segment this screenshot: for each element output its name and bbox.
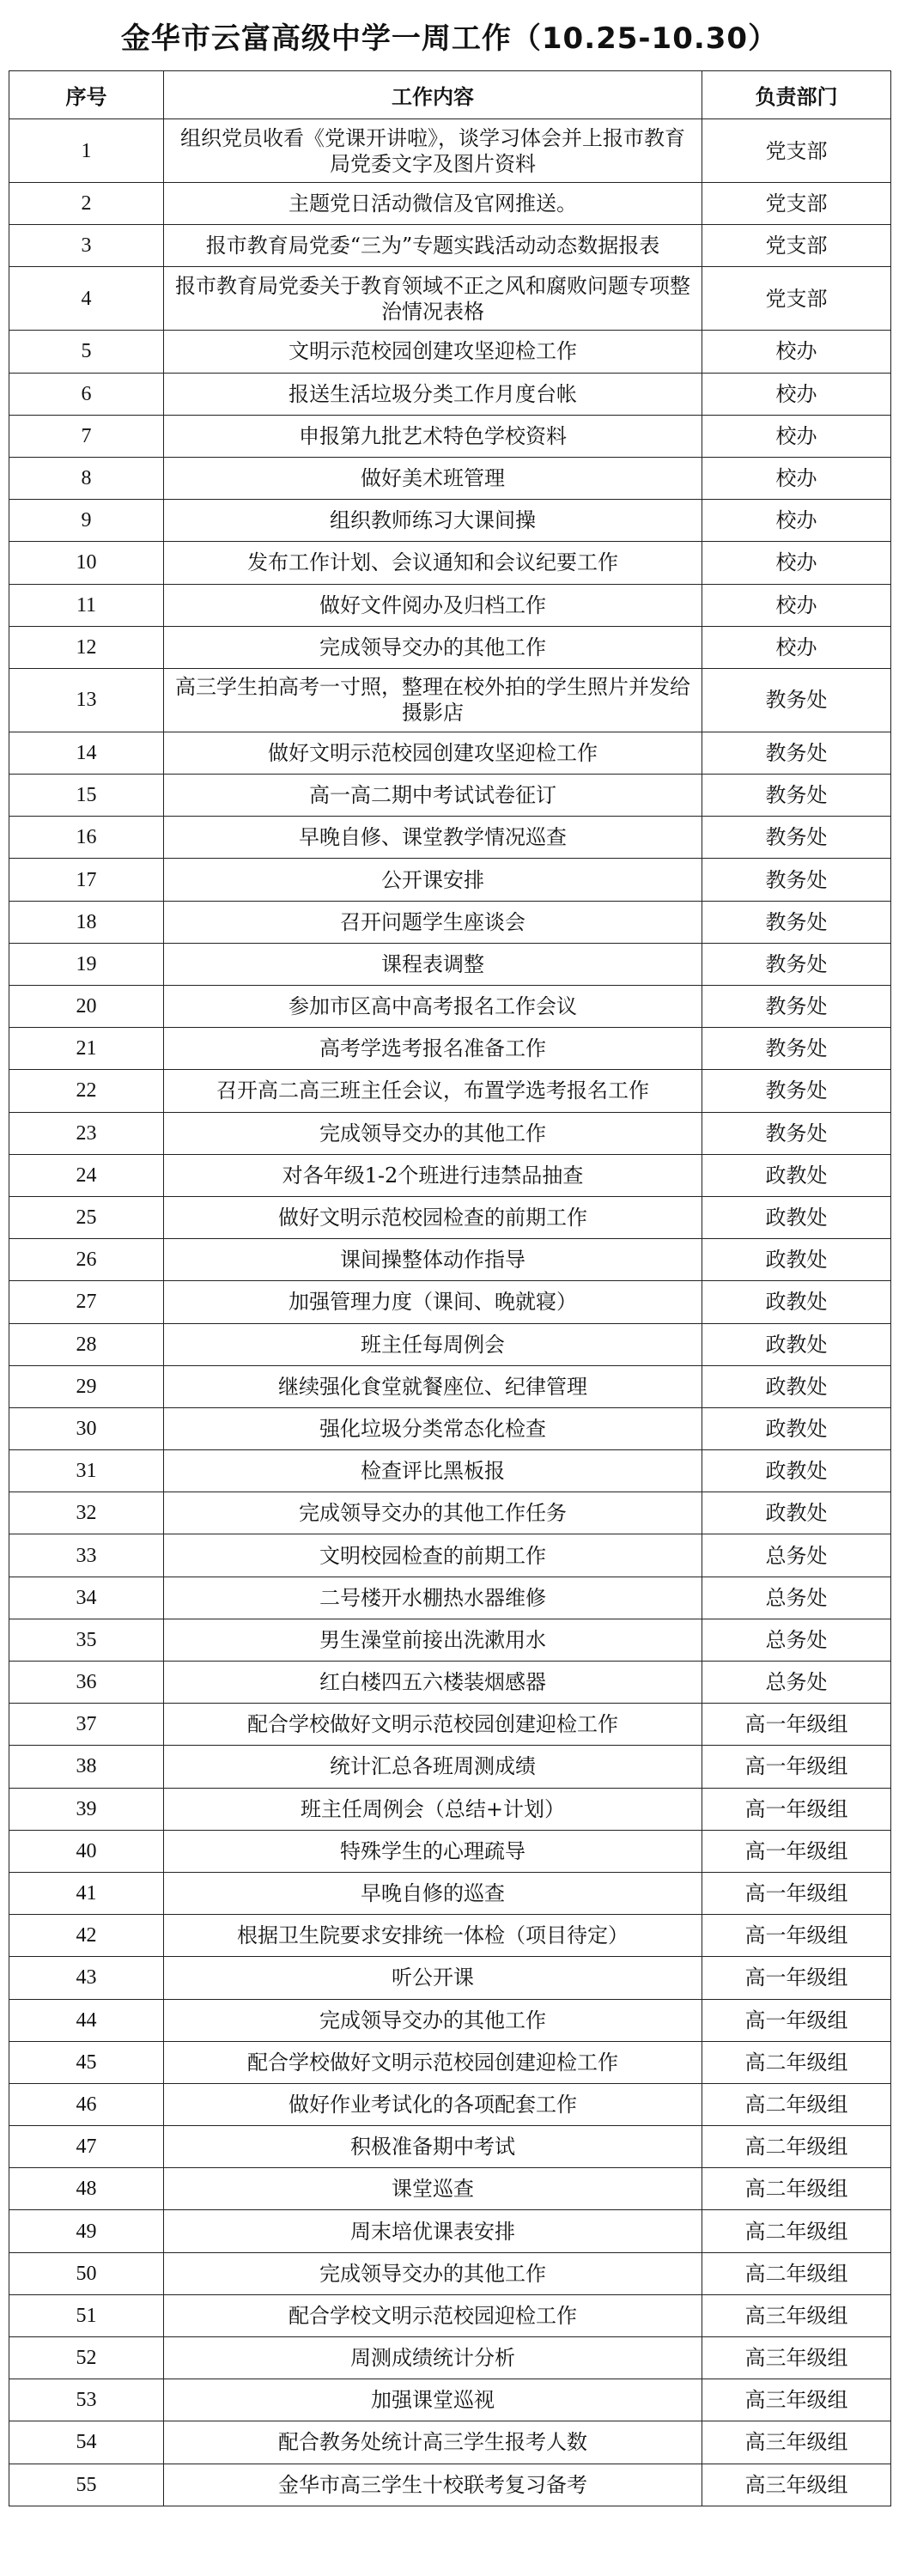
row-number: 51	[9, 2294, 164, 2336]
row-number: 47	[9, 2126, 164, 2168]
row-number: 19	[9, 943, 164, 985]
row-number: 23	[9, 1112, 164, 1154]
row-content: 课堂巡查	[164, 2168, 702, 2210]
table-row	[9, 1830, 891, 1872]
table-row	[9, 668, 891, 732]
row-department: 高二年级组	[702, 2168, 891, 2210]
table-header	[9, 71, 891, 119]
table-row	[9, 1450, 891, 1492]
row-department: 校办	[702, 331, 891, 373]
row-number: 40	[9, 1830, 164, 1872]
table-row	[9, 542, 891, 584]
row-number: 48	[9, 2168, 164, 2210]
table-row	[9, 2464, 891, 2506]
table-row	[9, 2337, 891, 2379]
table-row	[9, 267, 891, 331]
row-department: 教务处	[702, 859, 891, 901]
row-number: 45	[9, 2041, 164, 2083]
row-number: 1	[9, 119, 164, 183]
table-row	[9, 1662, 891, 1704]
row-department: 高二年级组	[702, 2210, 891, 2252]
row-department: 校办	[702, 373, 891, 415]
row-content: 检查评比黑板报	[164, 1450, 702, 1492]
row-department: 校办	[702, 500, 891, 542]
row-number: 49	[9, 2210, 164, 2252]
row-number: 53	[9, 2379, 164, 2421]
row-number: 4	[9, 267, 164, 331]
table-row	[9, 817, 891, 859]
row-number: 20	[9, 986, 164, 1028]
row-content: 男生澡堂前接出洗漱用水	[164, 1619, 702, 1661]
row-department: 高一年级组	[702, 1999, 891, 2041]
row-department: 政教处	[702, 1323, 891, 1365]
row-department: 高一年级组	[702, 1704, 891, 1746]
row-department: 高三年级组	[702, 2464, 891, 2506]
row-content: 高考学选考报名准备工作	[164, 1028, 702, 1070]
table-row	[9, 2210, 891, 2252]
row-department: 教务处	[702, 943, 891, 985]
table-row	[9, 2379, 891, 2421]
table-row	[9, 415, 891, 457]
row-number: 25	[9, 1196, 164, 1238]
row-number: 44	[9, 1999, 164, 2041]
table-row	[9, 584, 891, 626]
row-content: 周末培优课表安排	[164, 2210, 702, 2252]
row-number: 26	[9, 1239, 164, 1281]
row-content: 公开课安排	[164, 859, 702, 901]
row-department: 高一年级组	[702, 1746, 891, 1788]
row-department: 总务处	[702, 1662, 891, 1704]
row-number: 21	[9, 1028, 164, 1070]
table-row	[9, 1281, 891, 1323]
row-number: 50	[9, 2252, 164, 2294]
row-department: 教务处	[702, 986, 891, 1028]
row-content: 金华市高三学生十校联考复习备考	[164, 2464, 702, 2506]
row-content: 完成领导交办的其他工作	[164, 1999, 702, 2041]
row-content: 根据卫生院要求安排统一体检（项目待定）	[164, 1915, 702, 1957]
row-department: 校办	[702, 457, 891, 499]
row-department: 校办	[702, 626, 891, 668]
row-content: 加强管理力度（课间、晚就寝）	[164, 1281, 702, 1323]
row-number: 24	[9, 1154, 164, 1196]
row-number: 33	[9, 1534, 164, 1577]
row-content: 完成领导交办的其他工作	[164, 1112, 702, 1154]
row-number: 43	[9, 1957, 164, 1999]
row-content: 发布工作计划、会议通知和会议纪要工作	[164, 542, 702, 584]
row-number: 10	[9, 542, 164, 584]
row-number: 28	[9, 1323, 164, 1365]
row-number: 12	[9, 626, 164, 668]
row-number: 55	[9, 2464, 164, 2506]
row-number: 7	[9, 415, 164, 457]
header-row	[9, 71, 891, 119]
row-content: 做好文明示范校园创建攻坚迎检工作	[164, 732, 702, 774]
row-department: 政教处	[702, 1154, 891, 1196]
row-number: 37	[9, 1704, 164, 1746]
row-department: 高三年级组	[702, 2421, 891, 2464]
row-content: 组织党员收看《党课开讲啦》，谈学习体会并上报市教育局党委文字及图片资料	[164, 119, 702, 183]
row-department: 高三年级组	[702, 2294, 891, 2336]
row-department: 教务处	[702, 1112, 891, 1154]
table-row	[9, 1915, 891, 1957]
table-row	[9, 2083, 891, 2125]
row-content: 早晚自修、课堂教学情况巡查	[164, 817, 702, 859]
row-content: 召开问题学生座谈会	[164, 901, 702, 943]
row-number: 16	[9, 817, 164, 859]
row-number: 34	[9, 1577, 164, 1619]
row-number: 22	[9, 1070, 164, 1112]
table-row	[9, 1365, 891, 1407]
row-department: 党支部	[702, 119, 891, 183]
row-content: 做好文明示范校园检查的前期工作	[164, 1196, 702, 1238]
row-content: 配合教务处统计高三学生报考人数	[164, 2421, 702, 2464]
row-number: 6	[9, 373, 164, 415]
row-content: 积极准备期中考试	[164, 2126, 702, 2168]
table-row	[9, 1154, 891, 1196]
row-department: 政教处	[702, 1281, 891, 1323]
row-content: 报市教育局党委关于教育领域不正之风和腐败问题专项整治情况表格	[164, 267, 702, 331]
row-content: 红白楼四五六楼装烟感器	[164, 1662, 702, 1704]
row-content: 课间操整体动作指导	[164, 1239, 702, 1281]
row-department: 高三年级组	[702, 2379, 891, 2421]
header-no: 序号	[9, 71, 164, 119]
table-row	[9, 775, 891, 817]
weekly-work-table	[9, 70, 891, 2506]
row-content: 做好美术班管理	[164, 457, 702, 499]
row-content: 强化垃圾分类常态化检查	[164, 1407, 702, 1449]
row-content: 听公开课	[164, 1957, 702, 1999]
row-content: 配合学校做好文明示范校园创建迎检工作	[164, 1704, 702, 1746]
table-row	[9, 1534, 891, 1577]
table-row	[9, 1492, 891, 1534]
row-department: 总务处	[702, 1619, 891, 1661]
row-content: 统计汇总各班周测成绩	[164, 1746, 702, 1788]
table-row	[9, 2252, 891, 2294]
row-content: 二号楼开水棚热水器维修	[164, 1577, 702, 1619]
row-department: 总务处	[702, 1577, 891, 1619]
row-number: 42	[9, 1915, 164, 1957]
row-number: 9	[9, 500, 164, 542]
row-department: 高一年级组	[702, 1830, 891, 1872]
row-content: 加强课堂巡视	[164, 2379, 702, 2421]
row-content: 班主任每周例会	[164, 1323, 702, 1365]
table-row	[9, 1112, 891, 1154]
header-content: 工作内容	[164, 71, 702, 119]
table-row	[9, 732, 891, 774]
table-row	[9, 2126, 891, 2168]
row-content: 文明示范校园创建攻坚迎检工作	[164, 331, 702, 373]
row-content: 主题党日活动微信及官网推送。	[164, 183, 702, 225]
table-row	[9, 1407, 891, 1449]
row-number: 18	[9, 901, 164, 943]
row-number: 17	[9, 859, 164, 901]
row-number: 13	[9, 668, 164, 732]
row-number: 5	[9, 331, 164, 373]
row-content: 特殊学生的心理疏导	[164, 1830, 702, 1872]
row-number: 15	[9, 775, 164, 817]
row-department: 教务处	[702, 901, 891, 943]
table-row	[9, 1999, 891, 2041]
table-row	[9, 986, 891, 1028]
row-number: 52	[9, 2337, 164, 2379]
table-row	[9, 1070, 891, 1112]
table-row	[9, 373, 891, 415]
table-row	[9, 183, 891, 225]
row-content: 文明校园检查的前期工作	[164, 1534, 702, 1577]
row-department: 高二年级组	[702, 2041, 891, 2083]
row-number: 41	[9, 1872, 164, 1914]
row-department: 教务处	[702, 668, 891, 732]
row-department: 党支部	[702, 225, 891, 267]
table-row	[9, 1239, 891, 1281]
row-department: 政教处	[702, 1492, 891, 1534]
table-row	[9, 119, 891, 183]
row-content: 召开高二高三班主任会议，布置学选考报名工作	[164, 1070, 702, 1112]
row-department: 高二年级组	[702, 2083, 891, 2125]
page-title: 金华市云富高级中学一周工作（10.25-10.30）	[120, 21, 779, 56]
row-department: 总务处	[702, 1534, 891, 1577]
row-number: 36	[9, 1662, 164, 1704]
row-content: 做好文件阅办及归档工作	[164, 584, 702, 626]
row-number: 29	[9, 1365, 164, 1407]
table-row	[9, 1788, 891, 1830]
row-department: 教务处	[702, 1070, 891, 1112]
table-row	[9, 2421, 891, 2464]
table-row	[9, 1704, 891, 1746]
table-row	[9, 1196, 891, 1238]
row-department: 高二年级组	[702, 2126, 891, 2168]
table-row	[9, 2168, 891, 2210]
row-content: 报市教育局党委“三为”专题实践活动动态数据报表	[164, 225, 702, 267]
row-number: 30	[9, 1407, 164, 1449]
row-content: 完成领导交办的其他工作	[164, 2252, 702, 2294]
row-department: 教务处	[702, 732, 891, 774]
row-content: 完成领导交办的其他工作	[164, 626, 702, 668]
row-number: 46	[9, 2083, 164, 2125]
table-row	[9, 626, 891, 668]
row-content: 继续强化食堂就餐座位、纪律管理	[164, 1365, 702, 1407]
row-number: 31	[9, 1450, 164, 1492]
table-row	[9, 901, 891, 943]
row-content: 课程表调整	[164, 943, 702, 985]
row-number: 14	[9, 732, 164, 774]
table-row	[9, 1619, 891, 1661]
table-row	[9, 331, 891, 373]
table-row	[9, 859, 891, 901]
table-row	[9, 1872, 891, 1914]
row-content: 做好作业考试化的各项配套工作	[164, 2083, 702, 2125]
row-number: 8	[9, 457, 164, 499]
row-content: 对各年级1-2个班进行违禁品抽查	[164, 1154, 702, 1196]
row-department: 高二年级组	[702, 2252, 891, 2294]
table-row	[9, 1028, 891, 1070]
row-department: 教务处	[702, 817, 891, 859]
row-content: 报送生活垃圾分类工作月度台帐	[164, 373, 702, 415]
table-row	[9, 1957, 891, 1999]
row-content: 完成领导交办的其他工作任务	[164, 1492, 702, 1534]
row-number: 3	[9, 225, 164, 267]
row-department: 政教处	[702, 1196, 891, 1238]
table-row	[9, 2041, 891, 2083]
table-row	[9, 2294, 891, 2336]
row-content: 周测成绩统计分析	[164, 2337, 702, 2379]
table-row	[9, 1323, 891, 1365]
table-row	[9, 1577, 891, 1619]
row-department: 高一年级组	[702, 1957, 891, 1999]
table-row	[9, 1746, 891, 1788]
row-department: 高一年级组	[702, 1788, 891, 1830]
row-content: 配合学校文明示范校园迎检工作	[164, 2294, 702, 2336]
header-dept: 负责部门	[702, 71, 891, 119]
row-department: 校办	[702, 584, 891, 626]
table-row	[9, 225, 891, 267]
row-number: 32	[9, 1492, 164, 1534]
row-department: 教务处	[702, 1028, 891, 1070]
table-row	[9, 500, 891, 542]
row-department: 党支部	[702, 183, 891, 225]
row-department: 政教处	[702, 1365, 891, 1407]
row-department: 党支部	[702, 267, 891, 331]
row-number: 27	[9, 1281, 164, 1323]
row-department: 高三年级组	[702, 2337, 891, 2379]
table-body	[9, 119, 891, 2506]
row-department: 校办	[702, 415, 891, 457]
row-number: 38	[9, 1746, 164, 1788]
row-number: 54	[9, 2421, 164, 2464]
row-department: 政教处	[702, 1239, 891, 1281]
row-department: 高一年级组	[702, 1872, 891, 1914]
row-department: 校办	[702, 542, 891, 584]
row-content: 早晚自修的巡查	[164, 1872, 702, 1914]
table-row	[9, 943, 891, 985]
row-content: 参加市区高中高考报名工作会议	[164, 986, 702, 1028]
row-number: 2	[9, 183, 164, 225]
table-row	[9, 457, 891, 499]
row-number: 39	[9, 1788, 164, 1830]
row-department: 高一年级组	[702, 1915, 891, 1957]
row-department: 政教处	[702, 1407, 891, 1449]
row-content: 申报第九批艺术特色学校资料	[164, 415, 702, 457]
row-content: 高三学生拍高考一寸照，整理在校外拍的学生照片并发给摄影店	[164, 668, 702, 732]
row-department: 教务处	[702, 775, 891, 817]
row-number: 35	[9, 1619, 164, 1661]
row-number: 11	[9, 584, 164, 626]
row-content: 班主任周例会（总结+计划）	[164, 1788, 702, 1830]
row-content: 配合学校做好文明示范校园创建迎检工作	[164, 2041, 702, 2083]
row-content: 高一高二期中考试试卷征订	[164, 775, 702, 817]
row-content: 组织教师练习大课间操	[164, 500, 702, 542]
row-department: 政教处	[702, 1450, 891, 1492]
